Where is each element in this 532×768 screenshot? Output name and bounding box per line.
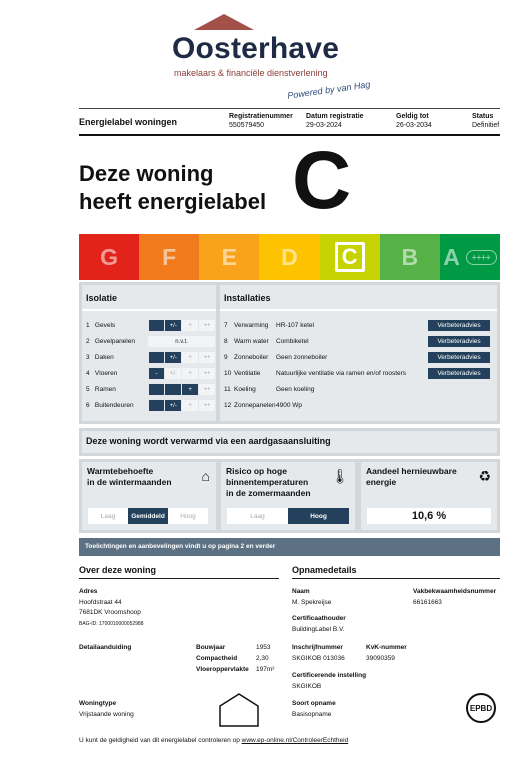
isolatie-row: 2 Gevelpanelen n.v.t. — [86, 335, 216, 348]
isolatie-level-cell: + — [182, 400, 198, 411]
isolatie-level-cell: +/- — [165, 320, 181, 331]
isolatie-level-cell: ++ — [199, 368, 215, 379]
risico-scale — [227, 508, 349, 524]
chimney-icon — [220, 18, 230, 28]
house-icon: ⌂ — [201, 468, 210, 484]
heating-bar — [79, 428, 500, 456]
naam-label: Naam — [292, 588, 310, 595]
heating-text: Deze woning wordt verwarmd via een aardgasaansluiting — [82, 431, 497, 453]
scale-option: Laag — [88, 508, 128, 524]
inst-label: Certificerende instelling — [292, 672, 367, 679]
headline: Deze woning heeft energielabel — [79, 161, 267, 214]
indicator-boxes — [79, 459, 500, 533]
kvk-label: KvK-nummer — [366, 644, 407, 651]
isolatie-level-cell: + — [182, 320, 198, 331]
divider — [292, 578, 500, 579]
scale-option: Gemiddeld — [128, 508, 168, 524]
isolatie-level-cell: + — [182, 368, 198, 379]
brand-logo — [172, 14, 372, 101]
bouwjaar-label: Bouwjaar — [196, 644, 226, 651]
energy-label-letter: C — [292, 135, 352, 226]
hernieuwbaar-box: Aandeel hernieuwbare energie ♻ 10,6 % — [361, 462, 497, 530]
installatie-row: 10 Ventilatie Natuurlijke ventilatie via ramen en/of roosters Verbeteradvies — [224, 367, 496, 380]
verbeteradvies-button[interactable]: Verbeteradvies — [428, 336, 490, 347]
hernieuwbaar-value: 10,6 % — [367, 508, 491, 524]
verbeteradvies-button[interactable]: Verbeteradvies — [428, 320, 490, 331]
scale-segment-a: A ++++ — [440, 234, 500, 280]
over-title: Over deze woning — [79, 565, 157, 575]
isolatie-level-cell: + — [182, 384, 198, 395]
bag-id: BAG-ID: 1700010000052988 — [79, 621, 144, 627]
scale-plus-indicator: ++++ — [466, 250, 497, 265]
scale-segment-c: C — [320, 234, 380, 280]
isolatie-level-cell: +/- — [165, 368, 181, 379]
brand-name: Oosterhave — [172, 32, 340, 65]
scale-option: Hoog — [168, 508, 208, 524]
opname-title: Opnamedetails — [292, 565, 357, 575]
thermometer-icon: 🌡 — [331, 468, 349, 484]
isolatie-title: Isolatie — [82, 285, 216, 311]
scale-option: Laag — [227, 508, 288, 524]
adres-label: Adres — [79, 588, 98, 595]
isolatie-level-cell: +/- — [165, 400, 181, 411]
features-panel — [79, 282, 500, 424]
scale-segment-f: F — [139, 234, 199, 280]
isolatie-level-cell: ++ — [199, 352, 215, 363]
installatie-row: 8 Warm water Combiketel Verbeteradvies — [224, 335, 496, 348]
isolatie-level-cell — [149, 352, 165, 363]
scale-segment-d: D — [259, 234, 319, 280]
vloer-label: Vloeroppervlakte — [196, 666, 249, 673]
scale-segment-e: E — [199, 234, 259, 280]
vak-label: Vakbekwaamheidsnummer — [413, 588, 497, 595]
bouwjaar-value: 1953 — [256, 644, 271, 651]
isolatie-row: 3 Daken +/- + ++ — [86, 351, 216, 364]
compact-value: 2,30 — [256, 655, 269, 662]
divider — [79, 134, 500, 136]
isolatie-level-cell — [165, 384, 181, 395]
registration-date: Datum registratie 29-03-2024 — [306, 113, 364, 129]
scale-segment-b: B — [380, 234, 440, 280]
registration-number: Registratienummer 550579450 — [229, 113, 293, 129]
house-outline-icon — [218, 692, 260, 728]
installatie-row: 11 Koeling Geen koeling — [224, 386, 315, 393]
isolatie-level-cell: - — [149, 368, 165, 379]
inst-value: SKGIKOB — [292, 683, 322, 690]
isolatie-row: 1 Gevels +/- + ++ — [86, 319, 216, 332]
isolatie-row: 4 Vloeren - +/- + ++ — [86, 367, 216, 380]
warmte-scale — [88, 508, 208, 524]
insch-label: Inschrijfnummer — [292, 644, 343, 651]
installatie-row: 9 Zonneboiler Geen zonneboiler Verbeteradvies — [224, 351, 496, 364]
isolatie-level-cell: ++ — [199, 320, 215, 331]
risico-box: Risico op hoge binnentemperaturen in de zomermaanden 🌡 Laag Hoog — [221, 462, 355, 530]
installatie-row: 12 Zonnepanelen 4900 Wp — [224, 402, 303, 409]
naam-value: M. Spekreijse — [292, 599, 332, 606]
note-bar: Toelichtingen en aanbevelingen vindt u op pagina 2 en verder — [79, 538, 500, 556]
brand-powered: Powered by van Hag — [286, 79, 371, 101]
verbeteradvies-button[interactable]: Verbeteradvies — [428, 352, 490, 363]
isolatie-level-cell: +/- — [165, 352, 181, 363]
epbd-logo: EPBD — [466, 693, 496, 723]
status: Status Definitief — [472, 113, 500, 129]
isolatie-level-cell: ++ — [199, 400, 215, 411]
isolatie-level-cell — [149, 400, 165, 411]
isolatie-level-cell: ++ — [199, 384, 215, 395]
isolatie-level-cell — [149, 384, 165, 395]
soort-value: Basisopname — [292, 711, 332, 718]
warmtebehoefte-box: Warmtebehoefte in de wintermaanden ⌂ Laag Gemiddeld Hoog — [82, 462, 216, 530]
verify-link[interactable]: www.ep-online.nl/ControleerEchtheid — [241, 737, 349, 744]
document-title: Energielabel woningen — [79, 117, 178, 127]
valid-until: Geldig tot 26-03-2034 — [396, 113, 432, 129]
cert-value: BuildingLabel B.V. — [292, 626, 345, 633]
installatie-row: 7 Verwarming HR-107 ketel Verbeteradvies — [224, 319, 496, 332]
scale-option: Hoog — [288, 508, 349, 524]
cert-label: Certificaathouder — [292, 615, 346, 622]
compact-label: Compactheid — [196, 655, 238, 662]
scale-segment-g: G — [79, 234, 139, 280]
woningtype-value: Vrijstaande woning — [79, 711, 134, 718]
energy-scale — [79, 234, 500, 280]
adres-street: Hoofdstraat 44 — [79, 599, 122, 606]
brand-subtitle: makelaars & financiële dienstverlening — [174, 68, 328, 78]
divider — [79, 578, 279, 579]
isolatie-level-cell — [149, 320, 165, 331]
insch-value: SKGIKOB 013036 — [292, 655, 345, 662]
adres-city: 7681DK Vroomshoop — [79, 609, 141, 616]
vak-value: 66161663 — [413, 599, 442, 606]
woningtype-label: Woningtype — [79, 700, 117, 707]
detail-label: Detailaanduiding — [79, 644, 132, 651]
installaties-title: Installaties — [220, 285, 497, 311]
renewable-icon: ♻ — [478, 468, 491, 484]
isolatie-row: 5 Ramen + ++ — [86, 383, 216, 396]
vloer-value: 197m² — [256, 666, 275, 673]
divider — [79, 108, 500, 109]
footer: U kunt de geldigheid van dit energielabel controleren op www.ep-online.nl/ControleerEchtheid — [79, 737, 349, 744]
kvk-value: 39090359 — [366, 655, 395, 662]
installaties-panel — [220, 285, 497, 421]
verbeteradvies-button[interactable]: Verbeteradvies — [428, 368, 490, 379]
soort-label: Soort opname — [292, 700, 336, 707]
isolatie-panel — [82, 285, 216, 421]
isolatie-level-cell: + — [182, 352, 198, 363]
isolatie-row: 6 Buitendeuren +/- + ++ — [86, 399, 216, 412]
isolatie-value: n.v.t. — [148, 336, 215, 347]
